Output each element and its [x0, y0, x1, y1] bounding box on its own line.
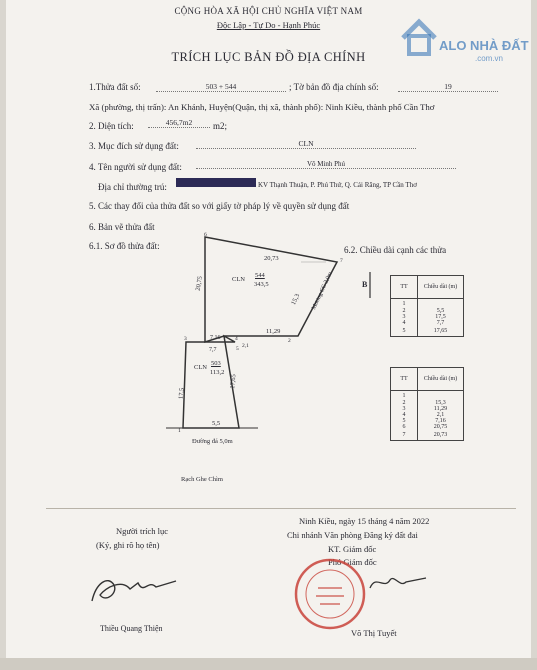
table1-id: 4: [391, 320, 418, 326]
motto: Độc Lập - Tự Do - Hạnh Phúc: [216, 20, 321, 30]
area-label: 2. Diện tích:: [89, 121, 134, 131]
dim-top: 20,73: [264, 255, 279, 262]
vertex-3: 3: [184, 336, 187, 342]
table1-value: 17,65: [418, 326, 464, 337]
address-line: Xã (phường, thị trấn): An Khánh, Huyện(Quận, thị xã, thành phố): Ninh Kiều, thành phố Cần Thơ: [89, 102, 435, 112]
vertex-6: 6: [204, 232, 207, 238]
lot544-area: 343,5: [254, 281, 269, 288]
canal-label: Rạch Ghe Chìm: [181, 476, 223, 483]
table1-value: 7,7: [418, 320, 464, 326]
table1-id: 5: [391, 326, 418, 337]
vertex-5: 5: [236, 346, 239, 352]
table2-header-tt: TT: [391, 368, 418, 391]
drawing-label: 6. Bản vẽ thửa đất: [89, 222, 155, 232]
sheet-value: 19: [398, 82, 498, 92]
vertex-7: 7: [340, 258, 343, 264]
canal-road-label: Mương CC 2,0m: [311, 271, 334, 311]
director-signature: [366, 566, 436, 596]
owner-label: 4. Tên người sử dụng đất:: [89, 162, 182, 172]
table1-value: [418, 299, 464, 309]
issue-date: Ninh Kiều, ngày 15 tháng 4 năm 2022: [299, 516, 430, 526]
length-table-2: [390, 367, 464, 441]
table1-id: 1: [391, 299, 418, 309]
table2-id: 2: [391, 400, 418, 406]
lot503-num: 503: [211, 360, 221, 367]
lot544-code: CLN: [232, 276, 245, 283]
bottom-road-label: Đường đá 5,0m: [192, 438, 233, 445]
issuing-office: Chi nhánh Văn phòng Đăng ký đất đai: [287, 530, 418, 540]
image-bottom-edge: [0, 658, 537, 670]
table1-value: 17,5: [418, 314, 464, 320]
signer-role: Phó Giám đốc: [328, 557, 377, 567]
parcel-value: 503 + 544: [156, 82, 286, 92]
table2-value: 15,3: [418, 400, 464, 406]
residence-value: KV Thạnh Thuận, P. Phú Thứ, Q. Cái Răng, TP Cần Thơ: [258, 181, 417, 189]
owner-value: Võ Minh Phú: [196, 160, 456, 169]
table2-id: 6: [391, 424, 418, 430]
extractor-name: Thiều Quang Thiện: [100, 624, 163, 633]
dim-21: 2,1: [242, 343, 249, 349]
lengths-label: 6.2. Chiều dài cạnh các thửa: [344, 245, 447, 255]
table2-value: 20,75: [418, 424, 464, 430]
table1-header-length: Chiều dài (m): [418, 276, 464, 299]
on-behalf: KT. Giám đốc: [328, 544, 377, 554]
extractor-title: Người trích lục: [116, 526, 169, 536]
dim-77: 7,7: [209, 347, 217, 353]
residence-label: Địa chỉ thường trú:: [98, 182, 167, 192]
parcel-label: 1.Thửa đất số:: [89, 82, 141, 92]
table2-value: 11,29: [418, 406, 464, 412]
sketch-label: 6.1. Sơ đồ thửa đất:: [89, 241, 160, 251]
extractor-signature: [86, 565, 196, 610]
table1-value: 5,5: [418, 308, 464, 314]
watermark-brand: ALO NHÀ ĐẤT: [439, 38, 529, 53]
extractor-note: (Ký, ghi rõ họ tên): [96, 540, 160, 550]
watermark-domain: .com.vn: [475, 54, 504, 63]
table1-id: 2: [391, 308, 418, 314]
north-arrow: B: [362, 280, 368, 289]
vertex-4: 4: [235, 336, 238, 342]
lot503-code: CLN: [194, 364, 207, 371]
lot503-area: 113,2: [210, 369, 225, 376]
table2-value: 2,1: [418, 412, 464, 418]
document-page: [6, 0, 531, 670]
table2-id: 5: [391, 418, 418, 424]
purpose-value: CLN: [196, 139, 416, 149]
official-stamp: [292, 556, 368, 632]
area-unit: m2;: [213, 121, 228, 131]
lot544-num: 544: [255, 272, 265, 279]
table2-id: 4: [391, 412, 418, 418]
dim-716: 7,16: [210, 335, 221, 341]
sheet-label: ; Tờ bản đồ địa chính số:: [289, 82, 379, 92]
table2-id: 1: [391, 391, 418, 401]
table1-header-tt: TT: [391, 276, 418, 299]
dim-middle: 11,29: [266, 328, 281, 335]
changes-label: 5. Các thay đổi của thửa đất so với giấy tờ pháp lý về quyền sử dụng đất: [89, 201, 350, 211]
table2-id: 7: [391, 430, 418, 441]
table2-id: 3: [391, 406, 418, 412]
table1-id: 3: [391, 314, 418, 320]
director-name: Võ Thị Tuyết: [351, 628, 397, 638]
fold-line: [46, 508, 516, 509]
length-table-1: [390, 275, 464, 337]
dim-left-upper: 20,75: [194, 275, 205, 292]
nation-heading: CỘNG HÒA XÃ HỘI CHỦ NGHĨA VIỆT NAM: [174, 6, 363, 16]
table2-value: 20,73: [418, 430, 464, 441]
dim-right: 15,3: [290, 292, 302, 307]
table2-header-length: Chiều dài (m): [418, 368, 464, 391]
area-value: 456,7m2: [148, 118, 210, 128]
table2-value: 7,16: [418, 418, 464, 424]
vertex-1: 1: [178, 428, 181, 434]
document-title: TRÍCH LỤC BẢN ĐỒ ĐỊA CHÍNH: [171, 50, 366, 64]
vertex-2: 2: [288, 338, 291, 344]
dim-1765: 17,65: [229, 373, 238, 390]
purpose-label: 3. Mục đích sử dụng đất:: [89, 141, 179, 151]
table2-value: [418, 391, 464, 401]
dim-55: 5,5: [212, 420, 221, 427]
dim-175: 17,5: [177, 387, 186, 400]
